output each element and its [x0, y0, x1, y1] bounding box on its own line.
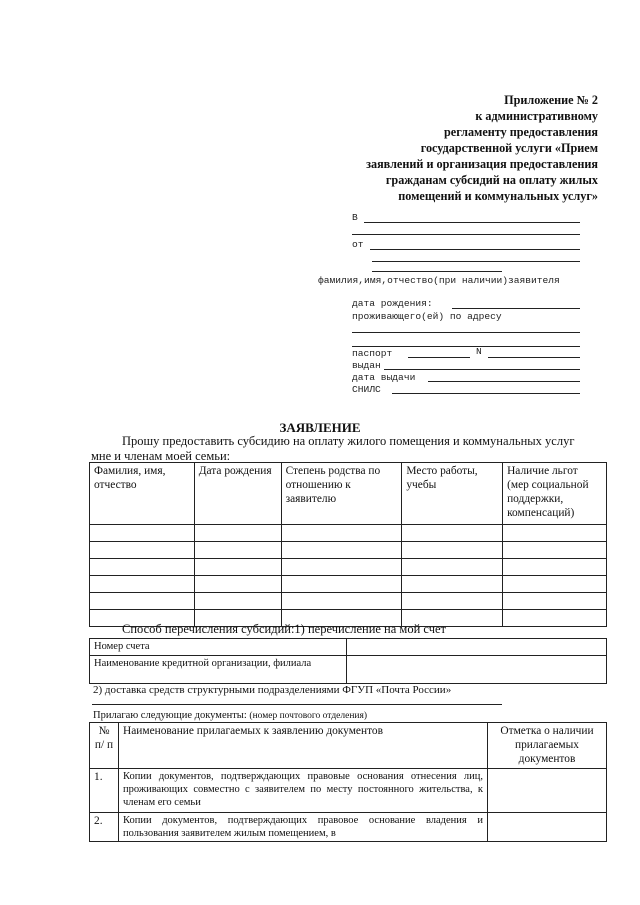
issued-field[interactable]: [384, 369, 580, 370]
doc-mark[interactable]: [488, 769, 607, 813]
address-field[interactable]: [352, 332, 580, 333]
to-field-2[interactable]: [352, 234, 580, 235]
request-line-2: мне и членам моей семьи:: [91, 449, 231, 463]
header-line: помещений и коммунальных услуг»: [398, 189, 598, 203]
post-office-field[interactable]: [92, 704, 502, 705]
table-row[interactable]: [90, 542, 607, 559]
from-label: от: [352, 239, 364, 250]
table-row: [90, 769, 607, 813]
documents-table: [89, 722, 607, 842]
doc-number: 1.: [90, 769, 119, 813]
snils-field[interactable]: [392, 393, 580, 394]
number-label: N: [476, 346, 482, 357]
delivery-option: 2) доставка средств структурными подразделениями ФГУП «Почта России»: [93, 684, 452, 696]
table-row[interactable]: [90, 576, 607, 593]
header-line: заявлений и организация предоставления: [366, 157, 598, 171]
col-header-doc-name: Наименование прилагаемых к заявлению документов: [119, 723, 488, 769]
bank-field[interactable]: [347, 656, 607, 684]
birth-field[interactable]: [452, 308, 580, 309]
col-header-fio: Фамилия, имя, отчество: [90, 463, 195, 525]
snils-label: СНИЛС: [352, 384, 381, 395]
col-header-benefits: Наличие льгот (мер социальной поддержки, компенсаций): [503, 463, 607, 525]
doc-mark[interactable]: [488, 813, 607, 842]
header-line: к административному: [475, 109, 598, 123]
post-caption: (номер почтового отделения): [249, 711, 368, 721]
account-field[interactable]: [347, 639, 607, 656]
account-label: Номер счета: [90, 639, 347, 656]
appendix-header: [318, 92, 598, 204]
to-label: В: [352, 212, 358, 223]
doc-number: 2.: [90, 813, 119, 842]
header-line: регламенту предоставления: [444, 125, 598, 139]
header-line: гражданам субсидий на оплату жилых: [385, 173, 598, 187]
table-row[interactable]: [90, 559, 607, 576]
table-row[interactable]: [90, 525, 607, 542]
transfer-heading: Способ перечисления субсидий:1) перечисление на мой счет: [122, 622, 446, 636]
from-field[interactable]: [370, 249, 580, 250]
issue-date-field[interactable]: [428, 381, 580, 382]
table-row[interactable]: [90, 593, 607, 610]
col-header-work: Место работы, учебы: [402, 463, 503, 525]
account-table: [89, 638, 607, 684]
request-line-1: Прошу предоставить субсидию на оплату жилого помещения и коммунальных услуг: [122, 434, 575, 448]
table-row: [90, 813, 607, 842]
header-line: Приложение № 2: [504, 93, 598, 107]
from-field-2[interactable]: [372, 261, 580, 262]
address-field-2[interactable]: [352, 346, 580, 347]
doc-text: Копии документов, подтверждающих правовые основания отнесения лиц, проживающих совместно с заявителем по месту постоянного жительства, к членам его семьи: [119, 769, 488, 813]
docs-intro: Прилагаю следующие документы: (номер почтового отделения): [93, 710, 368, 721]
col-header-relation: Степень родства по отношению к заявителю: [281, 463, 402, 525]
bank-label: Наименование кредитной организации, филиала: [90, 656, 347, 684]
table-header-row: [90, 463, 607, 525]
residing-label: проживающего(ей) по адресу: [352, 311, 502, 322]
passport-label: паспорт: [352, 348, 393, 359]
from-field-3[interactable]: [372, 271, 502, 272]
col-header-mark: Отметка о наличии прилагаемых документов: [488, 723, 607, 769]
to-field[interactable]: [364, 222, 580, 223]
family-table: [89, 462, 607, 627]
issued-label: выдан: [352, 360, 381, 371]
issue-date-label: дата выдачи: [352, 372, 416, 383]
col-header-number: № п/ п: [90, 723, 119, 769]
col-header-birth: Дата рождения: [194, 463, 281, 525]
document-title: ЗАЯВЛЕНИЕ: [279, 420, 361, 435]
passport-number-field[interactable]: [488, 357, 580, 358]
birth-label: дата рождения:: [352, 298, 433, 309]
fio-caption: фамилия,имя,отчество(при наличии)заявителя: [318, 275, 560, 286]
header-line: государственной услуги «Прием: [420, 141, 598, 155]
doc-text: Копии документов, подтверждающих правовое основание владения и пользования заявителем жилым помещением, в: [119, 813, 488, 842]
passport-series-field[interactable]: [408, 357, 470, 358]
